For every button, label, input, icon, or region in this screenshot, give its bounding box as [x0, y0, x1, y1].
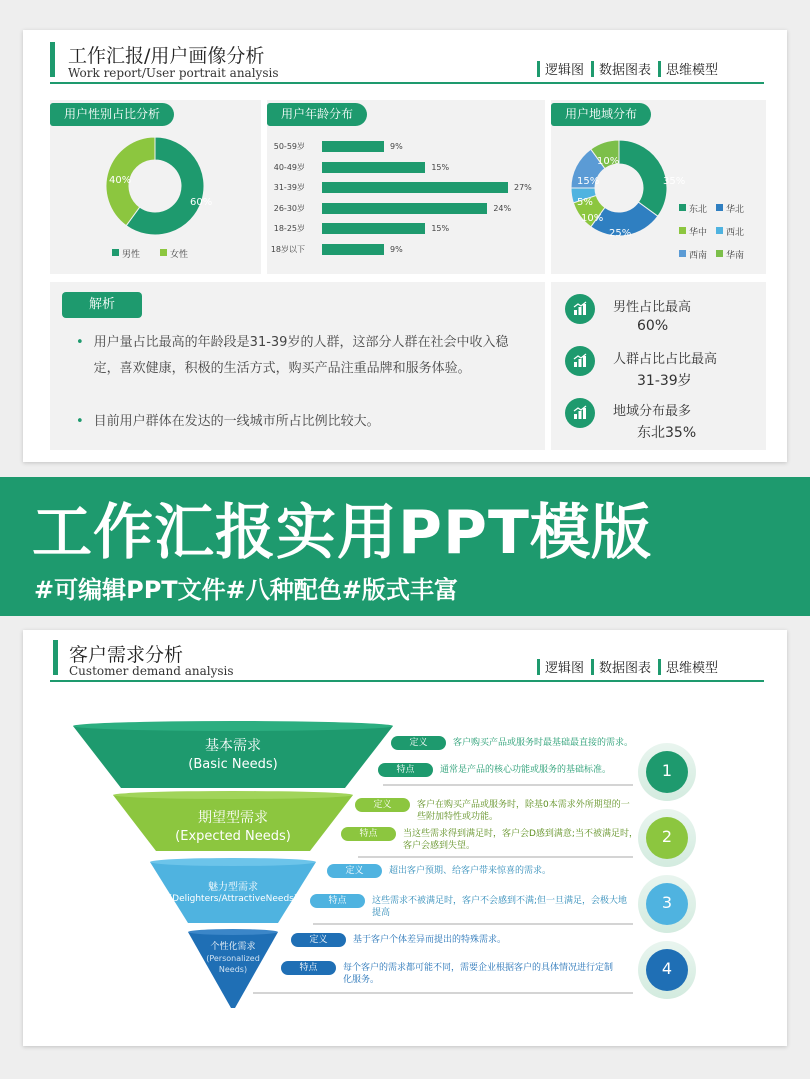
tier-personalized-label: 个性化需求 (Personalized Needs): [206, 942, 260, 974]
nav-thinking-model[interactable]: 思维模型: [658, 59, 718, 78]
stat-value: 31-39岁: [637, 373, 692, 389]
age-label: 26-30岁: [273, 203, 305, 213]
analysis-point-2: • 目前用户群体在发达的一线城市所占比例比较大。: [76, 414, 380, 429]
region-central-percent: 10%: [581, 213, 604, 224]
funnel-tier-expected-top: [113, 791, 353, 799]
analysis-point-1: • 用户量占比最高的年龄段是31-39岁的人群，这部分人群在社会中收入稳定，喜欢健康，积极的生活方式，购买产品注重品牌和服务体验。: [76, 335, 509, 376]
promo-banner: [0, 477, 810, 616]
feature-tag: 特点: [281, 961, 336, 975]
gender-panel: [50, 100, 261, 274]
age-bar: [322, 223, 425, 234]
legend-label-1: 华北: [726, 205, 745, 215]
age-value: 15%: [431, 224, 450, 233]
legend-label-0: 东北: [689, 205, 708, 215]
legend-swatch-5: [716, 250, 723, 257]
funnel-tier-basic-top: [73, 721, 393, 731]
legend-label-3: 西北: [726, 228, 745, 238]
number-1: 1: [661, 761, 673, 780]
nav-data-charts[interactable]: 数据图表: [591, 657, 651, 676]
legend-swatch-1: [716, 204, 723, 211]
number-2: 2: [661, 827, 673, 846]
stat-value: 东北35%: [637, 425, 697, 441]
age-bar: [322, 244, 384, 255]
legend-label-4: 西南: [689, 251, 708, 261]
header-divider: [50, 82, 764, 84]
nav-thinking-model[interactable]: 思维模型: [658, 657, 718, 676]
age-label: 31-39岁: [273, 183, 305, 192]
age-bar: [322, 141, 384, 152]
gender-female-percent: 40%: [109, 175, 132, 186]
definition-text: 客户在购买产品或服务时，除基0本需求外所期望的一 些附加特性或功能。: [417, 800, 630, 822]
gender-panel-title: 用户性别占比分析: [50, 103, 174, 126]
stat-label: 人群占比占比最高: [613, 352, 718, 367]
funnel-tier-personalized-top: [188, 929, 278, 935]
nav-logic-diagram[interactable]: 逻辑图: [537, 657, 584, 676]
stats-panel: [551, 282, 766, 450]
legend-female-label: 女性: [170, 250, 189, 260]
age-bar: [322, 162, 425, 173]
definition-text: 客户购买产品或服务时最基础最直接的需求。: [453, 738, 634, 748]
feature-text: 这些需求不被满足时，客户不会感到不满;但一旦满足，会极大地 提高: [372, 896, 628, 918]
slide-user-portrait: [23, 30, 787, 462]
age-value: 24%: [493, 203, 512, 213]
legend-label-2: 华中: [689, 228, 708, 238]
definition-text: 基于客户个体差异而提出的特殊需求。: [353, 935, 507, 945]
legend-male-label: 男性: [122, 250, 141, 260]
age-value: 15%: [431, 162, 450, 172]
feature-text: 当这些需求得到满足时，客户会D感到满意;当不被满足时， 客户会感到失望。: [403, 829, 638, 851]
age-label: 18-25岁: [273, 224, 305, 233]
title-accent-bar: [50, 42, 55, 77]
age-bar: [322, 182, 508, 193]
funnel-tier-delighters-top: [150, 858, 316, 866]
definition-tag: 定义: [355, 798, 410, 812]
region-south-percent: 10%: [597, 156, 620, 167]
stat-label: 男性占比最高: [613, 300, 692, 315]
age-value: 9%: [390, 142, 403, 151]
age-value: 9%: [390, 244, 403, 254]
legend-female-swatch: [160, 249, 167, 256]
region-panel-title: 用户地域分布: [551, 103, 651, 126]
page-subtitle: Work report/User portrait analysis: [68, 66, 279, 80]
region-northeast-percent: 35%: [663, 176, 686, 187]
bar-chart-icon: [565, 346, 595, 376]
legend-swatch-2: [679, 227, 686, 234]
legend-label-5: 华南: [726, 251, 745, 261]
analysis-panel: [50, 282, 545, 450]
feature-text: 通常是产品的核心功能或服务的基础标准。: [440, 765, 612, 775]
legend-swatch-3: [716, 227, 723, 234]
nav-logic-diagram[interactable]: 逻辑图: [537, 59, 584, 78]
age-label: 40-49岁: [273, 162, 305, 172]
tier-delighters-label: 魅力型需求 (Delighters/AttractiveNeeds): [168, 882, 298, 904]
definition-tag: 定义: [291, 933, 346, 947]
gender-male-percent: 60%: [190, 197, 213, 208]
analysis-title: 解析: [62, 292, 142, 318]
legend-swatch-4: [679, 250, 686, 257]
bar-chart-icon: [565, 294, 595, 324]
page-title: 工作汇报/用户画像分析: [68, 45, 265, 67]
number-3: 3: [661, 893, 673, 912]
definition-tag: 定义: [327, 864, 382, 878]
age-panel-title: 用户年龄分布: [267, 103, 367, 126]
age-label: 50-59岁: [273, 142, 305, 151]
definition-text: 超出客户预期、给客户带来惊喜的需求。: [389, 866, 552, 876]
region-northwest-percent: 5%: [577, 197, 593, 208]
region-north-percent: 25%: [609, 228, 632, 239]
page-subtitle: Customer demand analysis: [69, 664, 234, 678]
number-4: 4: [661, 959, 673, 978]
age-panel: [267, 100, 545, 274]
definition-tag: 定义: [391, 736, 446, 750]
age-label: 18岁以下: [270, 244, 305, 254]
feature-tag: 特点: [378, 763, 433, 777]
nav-data-charts[interactable]: 数据图表: [591, 59, 651, 78]
legend-male-swatch: [112, 249, 119, 256]
donut-slice-northeast: [619, 140, 667, 216]
age-bar: [322, 203, 487, 214]
region-southwest-percent: 15%: [577, 176, 600, 187]
top-nav: [530, 59, 718, 78]
tier-expected-label: 期望型需求 (Expected Needs): [175, 810, 291, 844]
region-panel: [551, 100, 766, 274]
feature-tag: 特点: [341, 827, 396, 841]
age-value: 27%: [514, 183, 532, 192]
banner-title: 工作汇报实用PPT模版: [32, 498, 652, 568]
legend-swatch-0: [679, 204, 686, 211]
stat-label: 地域分布最多: [613, 404, 692, 419]
page-title: 客户需求分析: [69, 644, 184, 666]
feature-text: 每个客户的需求都可能不同，需要企业根据客户的具体情况进行定制 化服务。: [343, 963, 614, 985]
banner-subtitle: #可编辑PPT文件#八种配色#版式丰富: [34, 576, 458, 604]
tier-basic-label: 基本需求 (Basic Needs): [188, 738, 278, 772]
gender-donut-chart: [50, 100, 261, 274]
stat-value: 60%: [637, 318, 669, 334]
slide-customer-demand: [23, 630, 787, 1046]
feature-tag: 特点: [310, 894, 365, 908]
bar-chart-icon: [565, 398, 595, 428]
